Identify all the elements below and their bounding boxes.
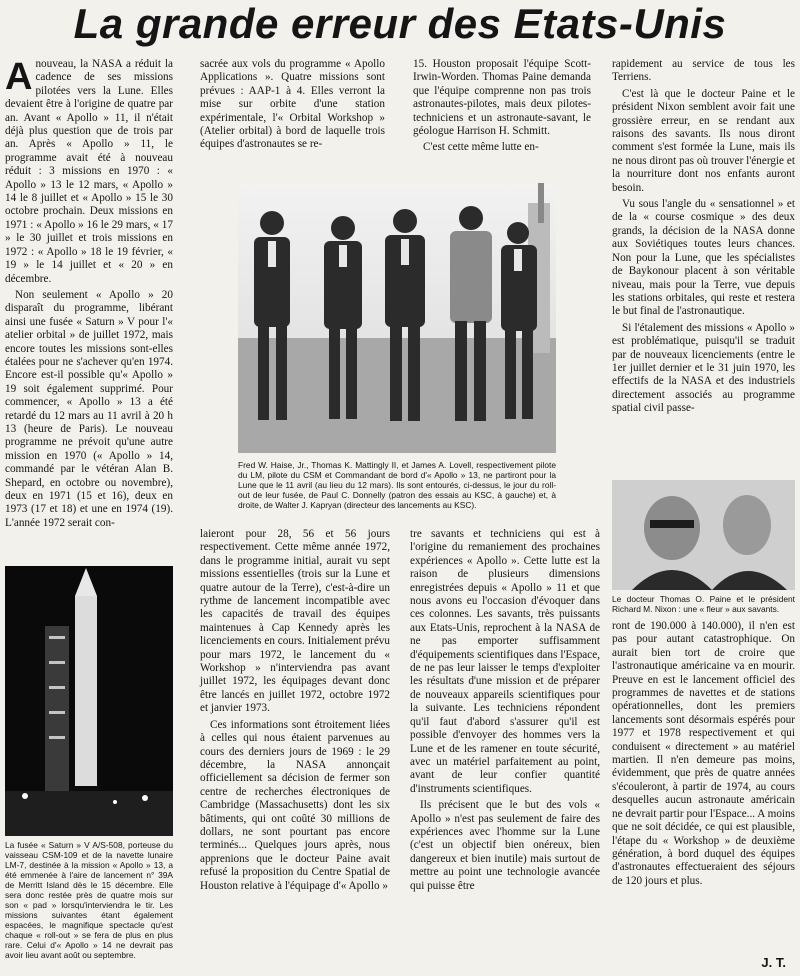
rocket-photo-caption: La fusée « Saturn » V A/S-508, porteuse du vaisseau CSM-109 et de la navette lunaire LM-7, destinée à la mission « Apollo » 13, a été emmenée à l'aire de lancement n° 39A de Merritt Island dès le 15 décembre. Elle sera donc restée près de quatre mois sur son « pad » lorsqu'interviendra le tir. Les missions suivantes étant également espacées, le magnifique spectacle qu'est chaque « roll-out » se fera de plus en plus rare. Celui d'« Apollo » 14 ne devrait pas avoir lieu avant août ou septembre.: [5, 840, 173, 960]
column-2-top-text: [200, 58, 385, 178]
paragraph: laieront pour 28, 56 et 56 jours respectivement. Cette même année 1972, dans le programme initial, aurait vu sept missions essentielles (trois sur la Lune et quatre autour de la Terre), c'est-à-dire un rythme de lancement incompatible avec les capacités de travail des équipes maintenues à Cap Kennedy après les licenciements en cours. Initialement prévu pour mars 1972, le lancement du « Workshop » n'interviendra pas avant juillet 1972, les équipages devant donc être lancés en juillet 1972, octobre 1972 et janvier 1973.: [200, 528, 390, 715]
paragraph-text: nouveau, la NASA a réduit la cadence de ses missions pilotées vers la Lune. Elles devaient être à l'origine de quatre par an. Avant « Apollo » 11, il n'était déjà plus question que de trois par an. Après « Apollo » 11, le programme avait été à nouveau réduit : 3 missions en 1970 : « Apollo » 13 le 12 mars, « Apollo » 14 le 8 juillet et « Apollo » 15 le 30 octobre prochain. Deux missions en 1971 : « Apollo » 16 le 29 mars, « 17 » le 30 juillet et trois missions en 1972 : « Apollo » 18 le 19 février, « 19 » le 14 juillet et « 20 » en décembre.: [5, 58, 173, 285]
crew-photo-caption: Fred W. Haise, Jr., Thomas K. Mattingly II, et James A. Lovell, respectivement pilote du LM, pilote du CSM et Commandant de bord d'« Apollo » 13, ne partiront pour la Lune que le 11 avril (au lieu du 12 mars). Ils sont entourés, ci-dessus, le jour du roll-out de leur fusée, de Paul C. Donnelly (patron des essais au KSC, à gauche) et, à droite, de Walter J. Kapryan (directeur des lancements au KSC).: [238, 460, 556, 510]
paragraph: tre savants et techniciens qui est à l'origine du remaniement des prochaines expériences « Apollo ». Cette lutte est la raison de plusieurs dimensions enregistrées depuis « Apollo » 11 et que nous avons eu l'occasion d'évoquer dans ces colonnes. Les savants, très puissants aux Etats-Unis, reprochent à la NASA de ne pas emporter suffisamment d'équipements scientifiques dans l'Espace, de ne pas leur laisser le temps d'exploiter les résultats d'une mission et de préparer de nouveaux appareils scientifiques pour la suivante. Les techniciens répondent qu'il faut d'abord s'assurer qu'il est possible d'envoyer des hommes vers la Lune et de les ramener en toute sécurité, avec un matériel parfaitement au point, avant de leur confier quantité d'instruments scientifiques.: [410, 528, 600, 795]
paine-nixon-caption: Le docteur Thomas O. Paine et le président Richard M. Nixon : une « fleur » aux savants.: [612, 594, 795, 614]
paragraph: ront de 190.000 à 140.000), il n'en est pas pour autant catastrophique. On aurait bien tort de croire que l'astronautique américaine va en mourir. Preuve en est le lancement officiel des programmes de navettes et de stations opérationnelles, dont les premiers lancements sont désormais espérés pour 1977 et 1978 respectivement et qui conduisent « directement » au matériel martien. Il n'en demeure pas moins, évidemment, que près de quatre années s'écouleront, à partir de 1974, au cours desquelles aucun astronaute américain ne devrait partir pour l'Espace... A moins que ne soit décidée, ce qui est plausible, l'étape du « Workshop » de deuxième génération, à bord duquel des équipes d'astronautes effectueraient des séjours de 120 jours et plus.: [612, 620, 795, 887]
column-1-text: [5, 58, 173, 568]
author-signature: J. T.: [761, 955, 786, 970]
column-3-bottom-text: [410, 528, 600, 968]
paragraph: [5, 58, 173, 286]
paragraph: C'est cette même lutte en-: [423, 141, 539, 154]
paragraph: rapidement au service de tous les Terriens.: [612, 58, 795, 84]
paragraph: 15. Houston proposait l'équipe Scott-Irwin-Worden. Thomas Paine demanda que l'équipe comprenne non pas trois astronautes-pilotes, mais deux pilotes-techniciens et un astronaute-savant, le géologue Harrison H. Schmitt.: [413, 58, 591, 138]
paragraph: Si l'étalement des missions « Apollo » est problématique, puisqu'il se traduit par de nouveaux licenciements (entre le 1er juillet dernier et le 31 juin 1970, les effectifs de la NASA et des industriels directement associés au programme spatial civil passe-: [612, 321, 795, 415]
paragraph: Ces informations sont étroitement liées à celles qui nous étaient parvenues au cours des derniers jours de 1969 : le 29 décembre, la NASA annonçait officiellement sa décision de fermer son centre de recherches électroniques de Cambridge (Massachusetts) dont les six bâtiments, qui ont coûté 30 millions de dollars, ne sont pourtant pas encore terminés... Quelques jours après, nous apprenions que le docteur Paine avait refusé la proposition du Centre Spatial de Houston relative à l'équipage d'« Apollo »: [200, 718, 390, 892]
paine-nixon-photo: [612, 480, 795, 590]
column-3-top-text: [413, 58, 591, 178]
paragraph: Ils précisent que le but des vols « Apollo » n'est pas seulement de faire des expériences avec l'homme sur la Lune (c'est un objectif bien onéreux, bien dangereux et bien inutile) mais surtout de mettre au point une technologie avancée qui puisse être: [410, 799, 600, 892]
crew-photo: [238, 183, 556, 453]
drop-cap: A: [5, 56, 33, 98]
column-4-text: [612, 58, 795, 476]
paragraph: C'est là que le docteur Paine et le président Nixon semblent avoir fait une grossière erreur, en se rendant aux raisons des savants. Ils nous diront comment s'est formée la Lune, mais ils ne nous diront pas où trouver l'énergie et la nourriture dont nos enfants auront besoin.: [612, 87, 795, 194]
column-4-bottom-text: [612, 620, 795, 950]
column-2-bottom-text: [200, 528, 390, 968]
rocket-photo: [5, 566, 173, 836]
paragraph: Non seulement « Apollo » 20 disparaît du programme, libérant ainsi une fusée « Saturn » V pour l'« atelier orbital » de juillet 1972, mais encore toutes les missions sont-elles étalées pour ne s'achever qu'en 1974. Encore est-il possible qu'« Apollo » 19 soit également supprimé. Pour commencer, « Apollo » 13 a été retardé du 12 mars au 11 avril à 20 h 13 (heure de Paris). Le nouveau programme ne prévoit qu'une autre mission en 1970 (« Apollo » 14, commandé par le vétéran Alan B. Shepard, en octobre ou novembre), deux en 1971 (15 et 16), deux en 1973 (17 et 18) et une en 1974 (19). L'année 1972 serait con-: [5, 288, 173, 529]
article-title: La grande erreur des Etats-Unis: [73, 0, 727, 47]
paragraph: sacrée aux vols du programme « Apollo Applications ». Quatre missions sont prévues : AAP-1 à 4. Elles verront la mise sur orbite d'une station expérimentale, l'« Orbital Workshop » (Atelier orbital) à bord de laquelle trois équipes d'astronautes se re-: [200, 58, 385, 151]
paragraph: Vu sous l'angle du « sensationnel » et de la « course cosmique » des deux grands, la décision de la NASA donne aux Soviétiques toutes leurs chances. Non pour la Lune, que les spécialistes de Baykonour placent à son véritable niveau, mais pour la Terre, vue depuis les stations orbitales, qui reste et restera le but final de l'astronautique.: [612, 198, 795, 318]
